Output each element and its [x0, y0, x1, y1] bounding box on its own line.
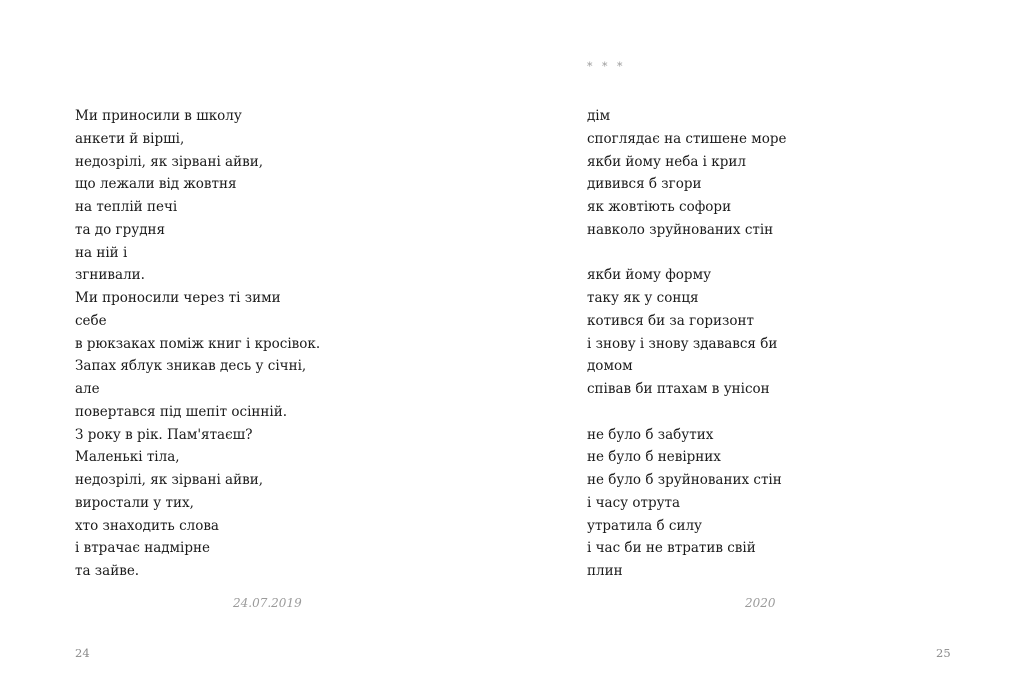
stanza-break [587, 401, 787, 424]
poem-line: споглядає на стишене море [587, 130, 787, 147]
page-number: 25 [936, 646, 951, 660]
poem-line: не було б зруйнованих стін [587, 472, 782, 488]
poem-left [75, 105, 320, 583]
poem-line: дивився б згори [587, 176, 702, 193]
poem-line: в рюкзаках поміж книг і кросівок. [75, 335, 321, 352]
poem-line: і знову і знову здавався би [587, 335, 778, 352]
poem-line: співав би птахам в унісон [587, 381, 770, 397]
poem-line: себе [75, 312, 107, 329]
poem-line: плин [587, 563, 623, 579]
poem-line: та зайве. [75, 563, 140, 579]
poem-line: на теплій печі [75, 199, 178, 215]
poem-line: не було б забутих [587, 426, 714, 443]
poem-line: анкети й вірші, [75, 130, 185, 147]
poem-line: Маленькі тіла, [75, 449, 180, 466]
poem-line: повертався під шепіт осінній. [75, 403, 287, 420]
poem-line: дім [587, 108, 611, 124]
poem-line: хто знаходить слова [75, 517, 219, 534]
poem-line: згнивали. [75, 267, 145, 284]
poem-line: як жовтіють софори [587, 199, 732, 215]
poem-line: якби йому неба і крил [587, 153, 746, 170]
poem-line: З року в рік. Пам'ятаєш? [75, 426, 253, 443]
poem-line: Ми проносили через ті зими [75, 290, 281, 306]
poem-line: не було б невірних [587, 449, 721, 466]
poem-line: Ми приносили в школу [75, 108, 242, 124]
poem-line: виростали у тих, [75, 494, 194, 511]
poem-line: і втрачає надмірне [75, 540, 210, 557]
poem-line: і час би не втратив свій [587, 540, 756, 557]
poem-line: утратила б силу [587, 517, 702, 534]
poem-line: таку як у сонця [587, 290, 699, 306]
poem-line: але [75, 381, 100, 397]
poem-date: 24.07.2019 [233, 596, 302, 610]
page-number: 24 [75, 646, 90, 660]
poem-line: навколо зруйнованих стін [587, 221, 774, 238]
poem-right [587, 105, 787, 583]
poem-line: недозрілі, як зірвані айви, [75, 472, 263, 488]
poem-line: недозрілі, як зірвані айви, [75, 153, 263, 170]
poem-line: і часу отрута [587, 494, 681, 511]
right-page [512, 0, 1024, 695]
poem-line: якби йому форму [587, 267, 712, 284]
section-separator: * * * [587, 60, 626, 73]
poem-line: що лежали від жовтня [75, 176, 237, 193]
poem-line: на ній і [75, 244, 128, 261]
stanza-break [587, 242, 787, 265]
poem-line: та до грудня [75, 221, 166, 238]
poem-date: 2020 [745, 596, 776, 610]
poem-line: котився би за горизонт [587, 312, 754, 329]
poem-line: Запах яблук зникав десь у січні, [75, 358, 307, 375]
poem-line: домом [587, 358, 633, 375]
